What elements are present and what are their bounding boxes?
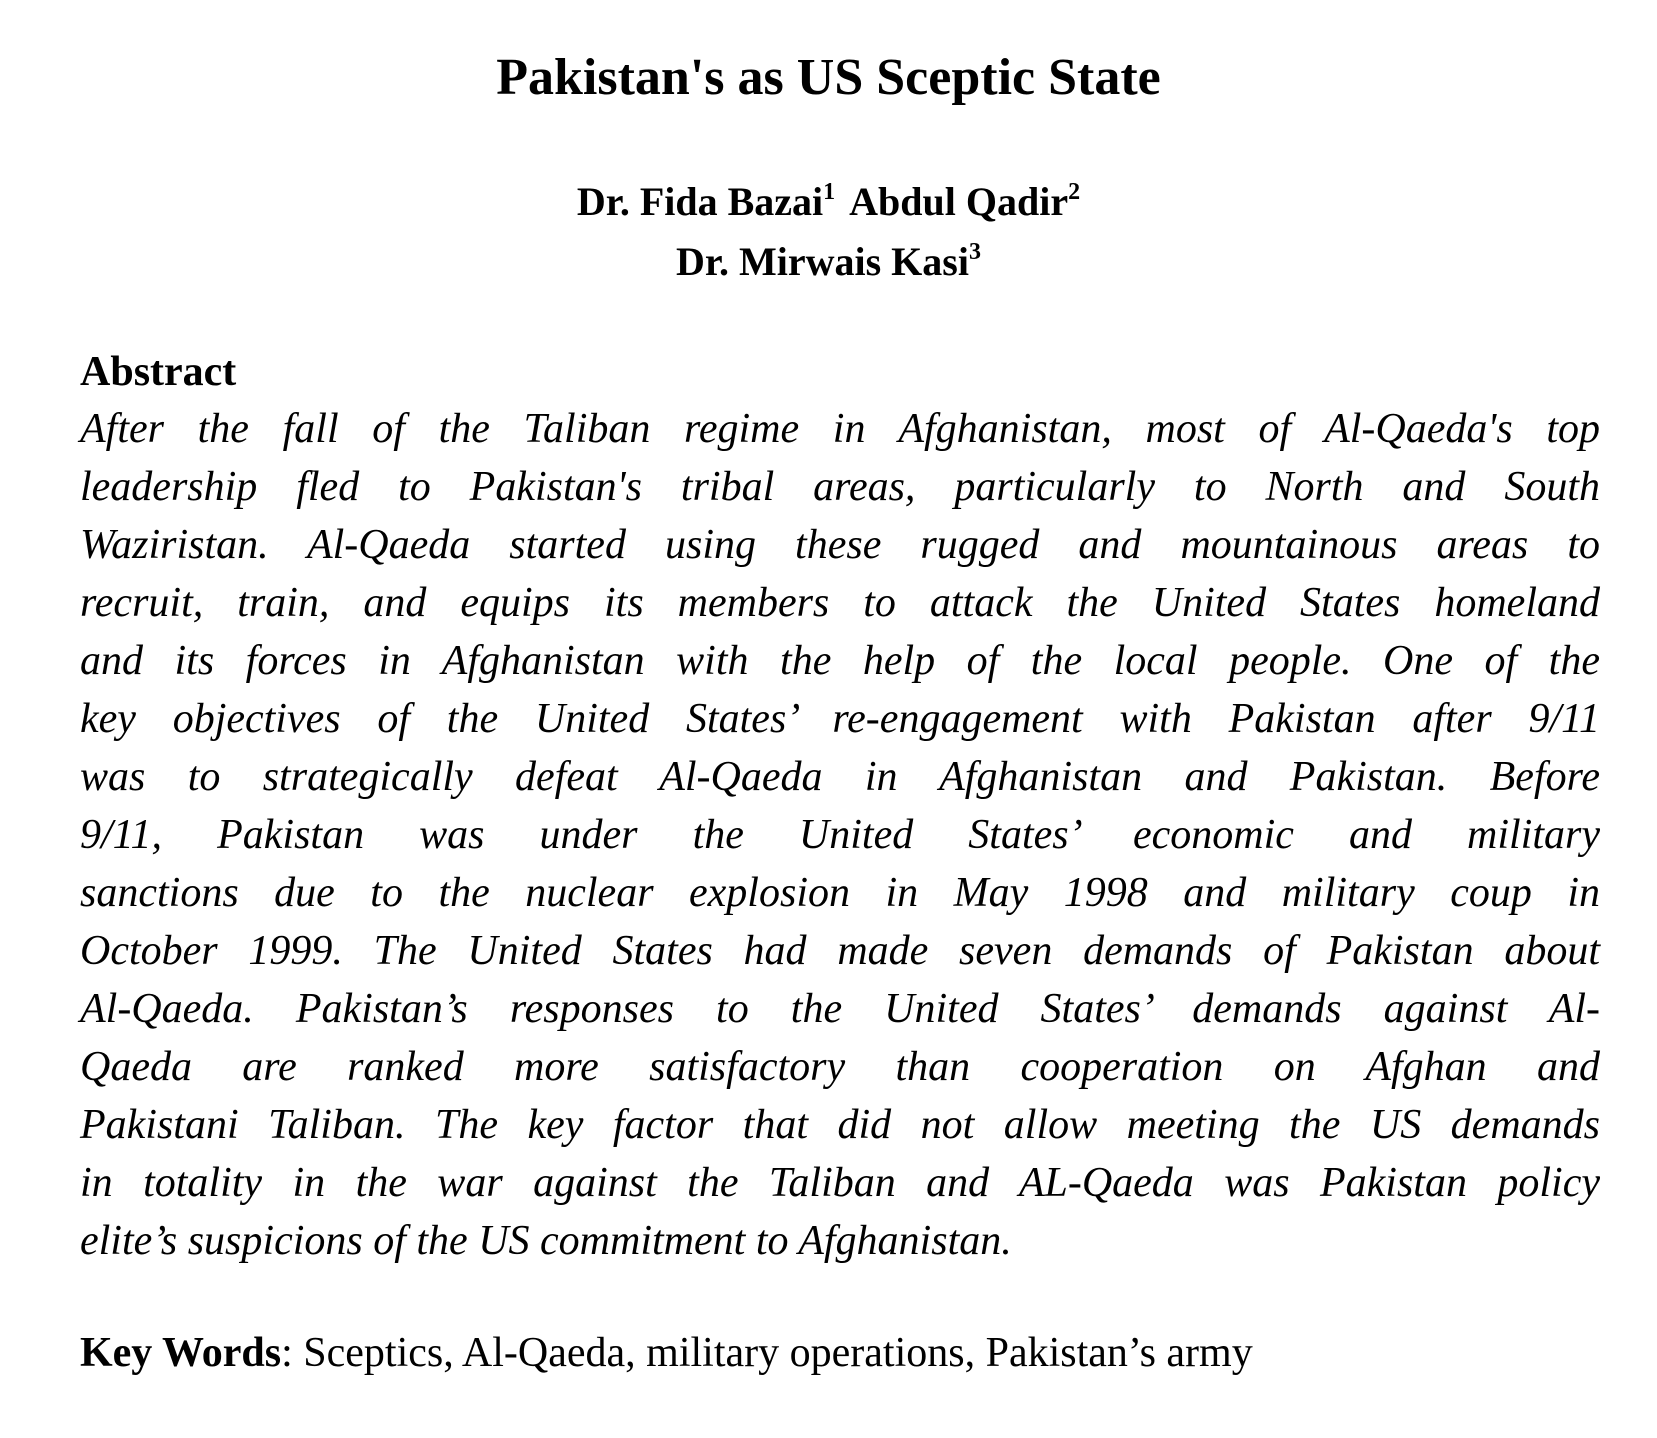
abstract-line: Pakistani Taliban. The key factor that did not allow meeting the US demands	[80, 1102, 1600, 1148]
abstract-line: key objectives of the United States’ re-engagement with Pakistan after 9/11	[80, 696, 1600, 742]
abstract-body	[80, 400, 1600, 1270]
abstract-line: After the fall of the Taliban regime in Afghanistan, most of Al-Qaeda's top	[80, 406, 1600, 452]
abstract-line: in totality in the war against the Taliban and AL-Qaeda was Pakistan policy	[80, 1160, 1600, 1206]
author-3	[676, 239, 981, 284]
keywords-label: Key Words	[80, 1330, 282, 1376]
keywords-text: Sceptics, Al-Qaeda, military operations, Pakistan’s army	[303, 1330, 1253, 1376]
author-line-2	[0, 232, 1657, 292]
author-2	[849, 179, 1080, 224]
abstract-line: Waziristan. Al-Qaeda started using these rugged and mountainous areas to	[80, 522, 1600, 568]
abstract-line: recruit, train, and equips its members to attack the United States homeland	[80, 580, 1600, 626]
author-block	[0, 172, 1657, 292]
author-1-name: Dr. Fida Bazai	[576, 179, 824, 224]
keywords-separator: :	[281, 1330, 304, 1376]
abstract-line: elite’s suspicions of the US commitment to Afghanistan.	[80, 1218, 1012, 1264]
abstract-line: sanctions due to the nuclear explosion in May 1998 and military coup in	[80, 870, 1600, 916]
author-1	[577, 179, 835, 224]
author-1-affiliation-mark: 1	[823, 179, 836, 205]
author-line-1	[0, 172, 1657, 232]
author-3-affiliation-mark: 3	[968, 239, 981, 265]
abstract-line: 9/11, Pakistan was under the United States’ economic and military	[80, 812, 1600, 858]
abstract-line: was to strategically defeat Al-Qaeda in Afghanistan and Pakistan. Before	[80, 754, 1600, 800]
abstract-line: and its forces in Afghanistan with the help of the local people. One of the	[80, 638, 1600, 684]
abstract-line: October 1999. The United States had made seven demands of Pakistan about	[80, 928, 1600, 974]
abstract-heading: Abstract	[80, 349, 237, 395]
abstract-line: Al-Qaeda. Pakistan’s responses to the United States’ demands against Al-	[80, 986, 1600, 1032]
abstract-line: Qaeda are ranked more satisfactory than cooperation on Afghan and	[80, 1044, 1600, 1090]
paper-title: Pakistan's as US Sceptic State	[496, 49, 1161, 106]
author-2-name: Abdul Qadir	[849, 179, 1069, 224]
abstract-line: leadership fled to Pakistan's tribal areas, particularly to North and South	[80, 464, 1600, 510]
author-3-name: Dr. Mirwais Kasi	[676, 239, 969, 284]
keywords	[80, 1326, 1253, 1380]
author-2-affiliation-mark: 2	[1068, 179, 1081, 205]
